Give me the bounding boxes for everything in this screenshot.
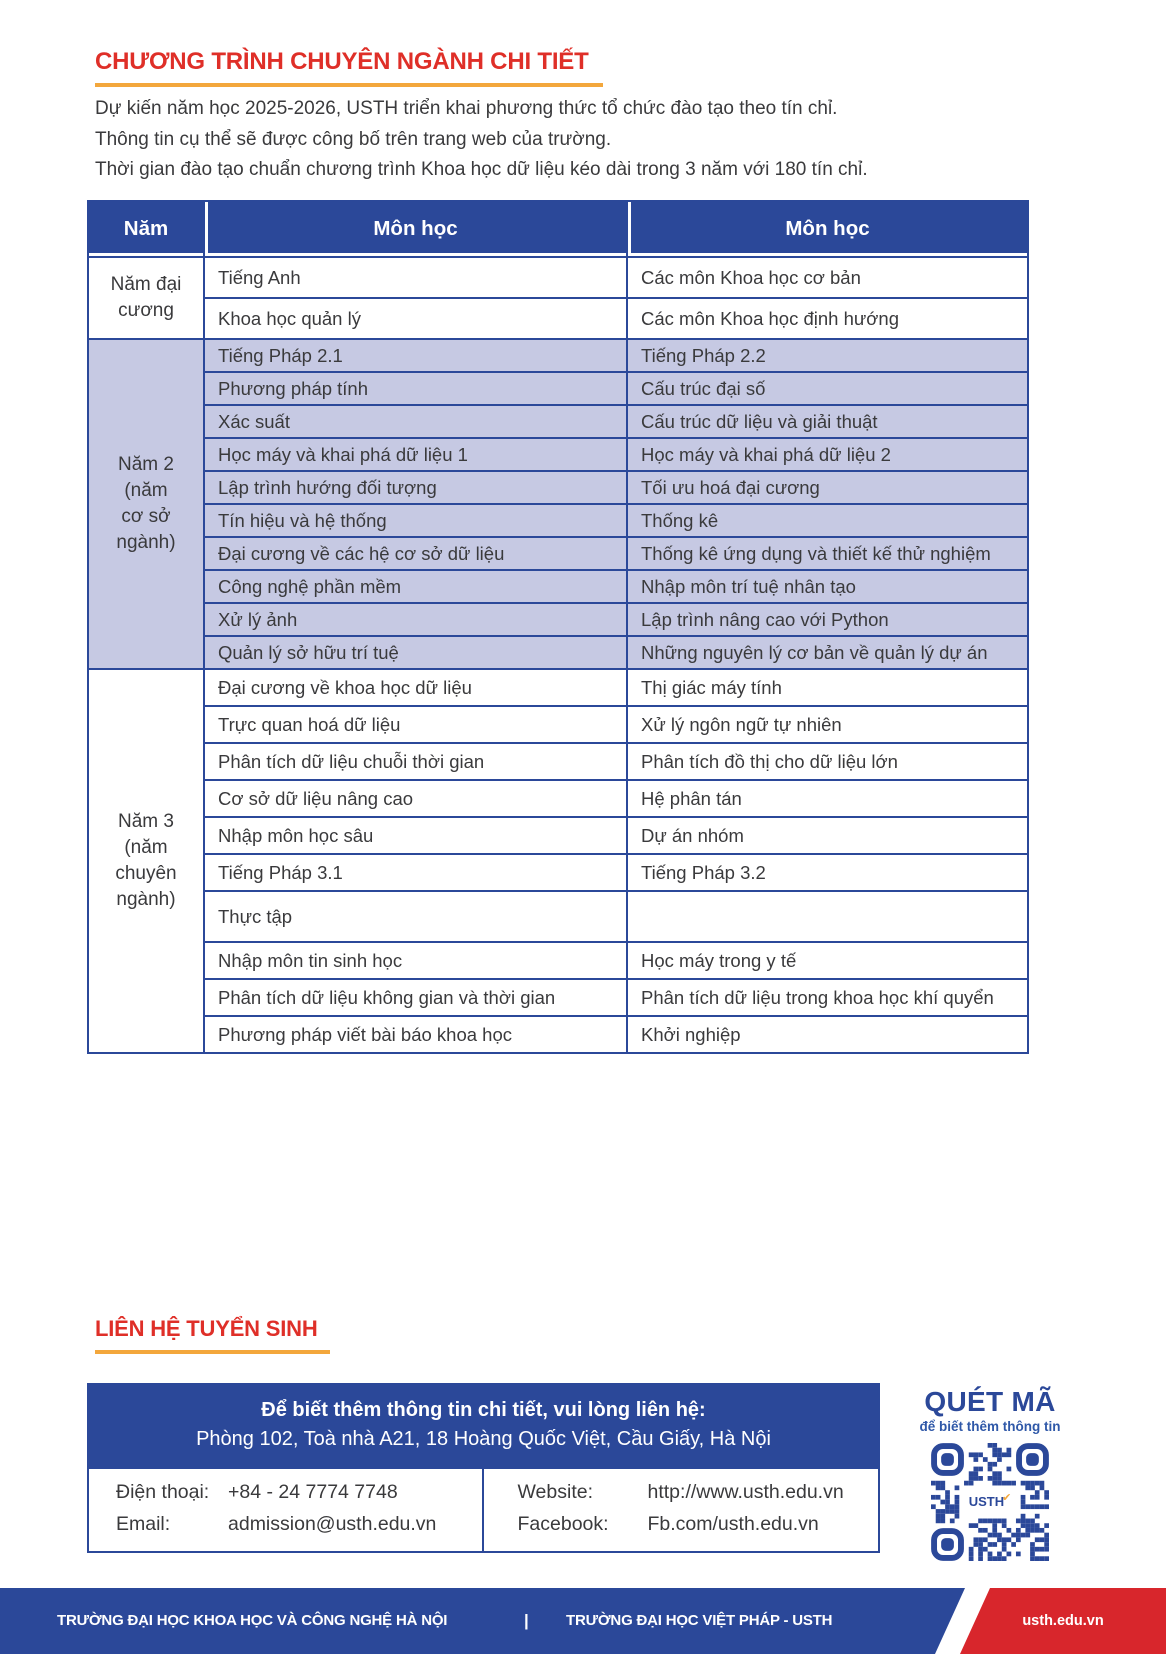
table-row xyxy=(88,372,1028,405)
table-row xyxy=(88,570,1028,603)
subject-cell: Hệ phân tán xyxy=(627,780,1028,817)
table-row xyxy=(88,669,1028,706)
qr-code xyxy=(931,1443,1049,1561)
website-value[interactable]: http://www.usth.edu.vn xyxy=(647,1481,844,1503)
table-row xyxy=(88,438,1028,471)
subject-cell: Công nghệ phần mềm xyxy=(204,570,627,603)
intro-line: Thông tin cụ thể sẽ được công bố trên trang web của trường. xyxy=(95,128,612,150)
program-table-body xyxy=(88,257,1028,1053)
contact-box-header xyxy=(87,1383,880,1469)
subject-cell: Thống kê ứng dụng và thiết kế thử nghiệm xyxy=(627,537,1028,570)
table-row xyxy=(88,298,1028,339)
table-header-year: Năm xyxy=(88,201,204,257)
contact-box-body xyxy=(87,1469,880,1553)
intro-line: Dự kiến năm học 2025-2026, USTH triển khai phương thức tổ chức đào tạo theo tín chỉ. xyxy=(95,98,838,119)
contact-address: Phòng 102, Toà nhà A21, 18 Hoàng Quốc Việt, Cầu Giấy, Hà Nội xyxy=(196,1428,771,1450)
table-row xyxy=(88,1016,1028,1053)
subject-cell: Xác suất xyxy=(204,405,627,438)
subject-cell: Tiếng Pháp 2.1 xyxy=(204,339,627,372)
contact-cell-right xyxy=(484,1469,879,1551)
qr-block xyxy=(898,1386,1082,1561)
table-row xyxy=(88,471,1028,504)
footer-website-link[interactable]: usth.edu.vn xyxy=(1022,1613,1104,1629)
subject-cell: Đại cương về các hệ cơ sở dữ liệu xyxy=(204,537,627,570)
subject-cell: Các môn Khoa học định hướng xyxy=(627,298,1028,339)
subject-cell: Nhập môn tin sinh học xyxy=(204,942,627,979)
table-row xyxy=(88,636,1028,669)
subject-cell: Thống kê xyxy=(627,504,1028,537)
subject-cell: Xử lý ngôn ngữ tự nhiên xyxy=(627,706,1028,743)
table-row xyxy=(88,891,1028,942)
contact-box xyxy=(87,1383,880,1553)
phone-label: Điện thoại: xyxy=(116,1481,210,1503)
table-row xyxy=(88,603,1028,636)
subject-cell: Thị giác máy tính xyxy=(627,669,1028,706)
subject-cell: Xử lý ảnh xyxy=(204,603,627,636)
subject-cell: Phân tích dữ liệu chuỗi thời gian xyxy=(204,743,627,780)
subject-cell: Phương pháp tính xyxy=(204,372,627,405)
subject-cell: Tiếng Anh xyxy=(204,257,627,298)
table-row xyxy=(88,780,1028,817)
subject-cell: Tối ưu hoá đại cương xyxy=(627,471,1028,504)
subject-cell: Cơ sở dữ liệu nâng cao xyxy=(204,780,627,817)
table-row xyxy=(88,504,1028,537)
subject-cell: Cấu trúc dữ liệu và giải thuật xyxy=(627,405,1028,438)
subject-cell: Phương pháp viết bài báo khoa học xyxy=(204,1016,627,1053)
footer-university-name-vi: TRƯỜNG ĐẠI HỌC KHOA HỌC VÀ CÔNG NGHỆ HÀ NỘI xyxy=(57,1612,448,1629)
table-header-subject-1: Môn học xyxy=(204,201,627,257)
subject-cell: Khởi nghiệp xyxy=(627,1016,1028,1053)
page-title: CHƯƠNG TRÌNH CHUYÊN NGÀNH CHI TIẾT xyxy=(95,48,603,87)
usth-logo-check-icon: ✔ xyxy=(1002,1492,1012,1504)
contact-row-phone xyxy=(89,1476,482,1508)
contact-row-website xyxy=(484,1476,879,1508)
table-row xyxy=(88,537,1028,570)
subject-cell: Lập trình nâng cao với Python xyxy=(627,603,1028,636)
table-row xyxy=(88,257,1028,298)
email-value[interactable]: admission@usth.edu.vn xyxy=(228,1513,437,1535)
table-row xyxy=(88,817,1028,854)
contact-row-facebook xyxy=(484,1508,879,1540)
subject-cell: Đại cương về khoa học dữ liệu xyxy=(204,669,627,706)
subject-cell: Các môn Khoa học cơ bản xyxy=(627,257,1028,298)
subject-cell: Học máy trong y tế xyxy=(627,942,1028,979)
subject-cell xyxy=(627,891,1028,942)
phone-value: +84 - 24 7774 7748 xyxy=(228,1481,398,1503)
usth-logo: USTH✔ xyxy=(965,1493,1016,1511)
table-header-row xyxy=(88,201,1028,257)
subject-cell: Tiếng Pháp 2.2 xyxy=(627,339,1028,372)
subject-cell: Phân tích đồ thị cho dữ liệu lớn xyxy=(627,743,1028,780)
contact-title: Để biết thêm thông tin chi tiết, vui lòng liên hệ: xyxy=(261,1399,706,1421)
table-row xyxy=(88,743,1028,780)
subject-cell: Phân tích dữ liệu không gian và thời gian xyxy=(204,979,627,1016)
program-table xyxy=(87,200,1029,1054)
subject-cell: Quản lý sở hữu trí tuệ xyxy=(204,636,627,669)
subject-cell: Tín hiệu và hệ thống xyxy=(204,504,627,537)
intro-paragraph xyxy=(95,94,868,186)
year-cell: Năm 2 (năm cơ sở ngành) xyxy=(88,339,204,669)
subject-cell: Trực quan hoá dữ liệu xyxy=(204,706,627,743)
subject-cell: Lập trình hướng đối tượng xyxy=(204,471,627,504)
subject-cell: Học máy và khai phá dữ liệu 2 xyxy=(627,438,1028,471)
table-row xyxy=(88,942,1028,979)
footer-university-name-short: TRƯỜNG ĐẠI HỌC VIỆT PHÁP - USTH xyxy=(566,1612,833,1629)
table-row xyxy=(88,979,1028,1016)
intro-line: Thời gian đào tạo chuẩn chương trình Khoa học dữ liệu kéo dài trong 3 năm với 180 tín chỉ. xyxy=(95,159,868,180)
contact-heading: LIÊN HỆ TUYỂN SINH xyxy=(95,1316,330,1354)
subject-cell: Nhập môn trí tuệ nhân tạo xyxy=(627,570,1028,603)
footer xyxy=(0,1588,1166,1654)
email-label: Email: xyxy=(116,1513,171,1535)
facebook-value[interactable]: Fb.com/usth.edu.vn xyxy=(647,1513,819,1535)
subject-cell: Dự án nhóm xyxy=(627,817,1028,854)
footer-separator: | xyxy=(524,1611,529,1630)
table-row xyxy=(88,339,1028,372)
qr-subtitle: để biết thêm thông tin xyxy=(919,1419,1061,1434)
year-cell: Năm đại cương xyxy=(88,257,204,339)
table-row xyxy=(88,405,1028,438)
subject-cell: Nhập môn học sâu xyxy=(204,817,627,854)
website-label: Website: xyxy=(517,1481,594,1503)
subject-cell: Khoa học quản lý xyxy=(204,298,627,339)
table-row xyxy=(88,706,1028,743)
subject-cell: Tiếng Pháp 3.1 xyxy=(204,854,627,891)
subject-cell: Phân tích dữ liệu trong khoa học khí quyển xyxy=(627,979,1028,1016)
facebook-label: Facebook: xyxy=(517,1513,609,1535)
subject-cell: Những nguyên lý cơ bản về quản lý dự án xyxy=(627,636,1028,669)
subject-cell: Tiếng Pháp 3.2 xyxy=(627,854,1028,891)
year-cell: Năm 3 (năm chuyên ngành) xyxy=(88,669,204,1053)
subject-cell: Học máy và khai phá dữ liệu 1 xyxy=(204,438,627,471)
table-row xyxy=(88,854,1028,891)
table-header-subject-2: Môn học xyxy=(627,201,1028,257)
contact-cell-left xyxy=(89,1469,484,1551)
subject-cell: Thực tập xyxy=(204,891,627,942)
subject-cell: Cấu trúc đại số xyxy=(627,372,1028,405)
contact-row-email xyxy=(89,1508,482,1540)
qr-title: QUÉT MÃ xyxy=(924,1386,1056,1417)
